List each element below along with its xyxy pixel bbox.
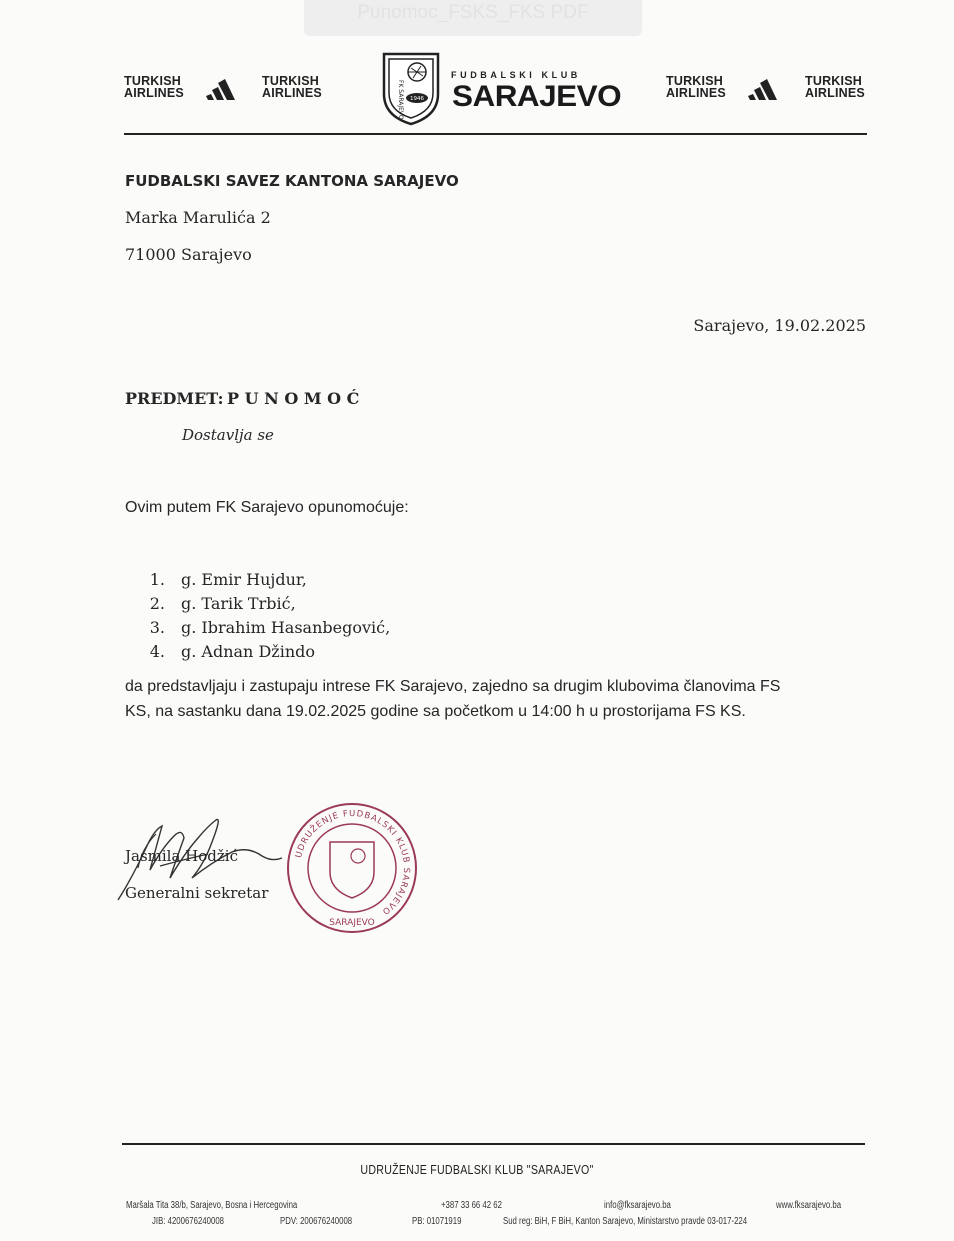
subject-label: PREDMET: (125, 389, 224, 408)
sponsor-line1: TURKISH (666, 74, 723, 88)
sponsor-logo-right-2 (805, 75, 865, 99)
file-name-watermark: Punomoc_FSKS_FKS PDF (304, 0, 642, 36)
date-line: Sarajevo, 19.02.2025 (693, 316, 866, 335)
recipient-city: 71000 Sarajevo (125, 245, 252, 264)
signatory-title: Generalni sekretar (125, 884, 269, 902)
signatory-name: Jasmila Hodžić (125, 847, 238, 865)
header-divider (124, 133, 867, 135)
footer-court-reg: Sud reg: BiH, F BiH, Kanton Sarajevo, Ministarstvo pravde 03-017-224 (503, 1216, 748, 1227)
subject-note: Dostavlja se (182, 426, 274, 444)
sponsor-line2: AIRLINES (805, 86, 865, 100)
sponsor-logo-right-1 (666, 75, 726, 99)
footer-phone: +387 33 66 42 62 (441, 1200, 502, 1211)
footer-pdv: PDV: 200676240008 (280, 1216, 353, 1227)
list-item-name: g. Emir Hujdur, (181, 570, 307, 589)
footer-divider (122, 1143, 865, 1145)
sponsor-logo-left-1 (124, 75, 184, 99)
footer-jib: JIB: 4200676240008 (152, 1216, 225, 1227)
list-item-name: g. Adnan Džindo (181, 642, 315, 661)
list-item-number: 2. (149, 594, 165, 613)
list-item-name: g. Tarik Trbić, (181, 594, 296, 613)
list-item (145, 594, 390, 618)
sponsor-line1: TURKISH (262, 74, 319, 88)
adidas-icon (748, 76, 784, 100)
stamp-bottom-text: SARAJEVO (329, 918, 375, 928)
footer-email: info@fksarajevo.ba (604, 1200, 671, 1211)
official-stamp (282, 800, 422, 936)
body-line-2: KS, na sastanku dana 19.02.2025 godine sa početkom u 14:00 h u prostorijama FS KS. (125, 703, 746, 720)
adidas-icon (206, 76, 242, 100)
recipient-street: Marka Marulića 2 (125, 208, 271, 227)
list-item-number: 3. (149, 618, 165, 637)
sponsor-line2: AIRLINES (666, 86, 726, 100)
recipient-name: FUDBALSKI SAVEZ KANTONA SARAJEVO (125, 172, 459, 190)
list-item (145, 570, 390, 594)
list-item-name: g. Ibrahim Hasanbegović, (181, 618, 391, 637)
stamp-ring-text: UDRUŽENJE FUDBALSKI KLUB SARAJEVO (294, 808, 412, 917)
delegate-list (145, 570, 390, 666)
list-item-number: 1. (149, 570, 165, 589)
sponsor-line1: TURKISH (124, 74, 181, 88)
footer-pb: PB: 01071919 (412, 1216, 462, 1227)
crest-text: FK SARAJEVO (397, 80, 404, 120)
crest-year: 1946 (410, 96, 424, 102)
club-crest-icon (381, 50, 441, 126)
list-item (145, 618, 390, 642)
subject-title: P U N O M O Ć (227, 389, 360, 408)
sponsor-logo-left-2 (262, 75, 322, 99)
club-subtitle: FUDBALSKI KLUB (451, 70, 581, 80)
list-item-number: 4. (149, 642, 165, 661)
sponsor-line1: TURKISH (805, 74, 862, 88)
body-line-1: da predstavljaju i zastupaju intrese FK Sarajevo, zajedno sa drugim klubovima članovima FS (125, 678, 781, 695)
footer-address: Maršala Tita 38/b, Sarajevo, Bosna i Hercegovina (126, 1200, 298, 1211)
club-name: SARAJEVO (452, 80, 622, 113)
list-item (145, 642, 390, 666)
footer-web: www.fksarajevo.ba (776, 1200, 842, 1211)
sponsor-line2: AIRLINES (262, 86, 322, 100)
sponsor-line2: AIRLINES (124, 86, 184, 100)
intro-text: Ovim putem FK Sarajevo opunomoćuje: (125, 499, 409, 516)
footer-title: UDRUŽENJE FUDBALSKI KLUB "SARAJEVO" (360, 1163, 594, 1177)
